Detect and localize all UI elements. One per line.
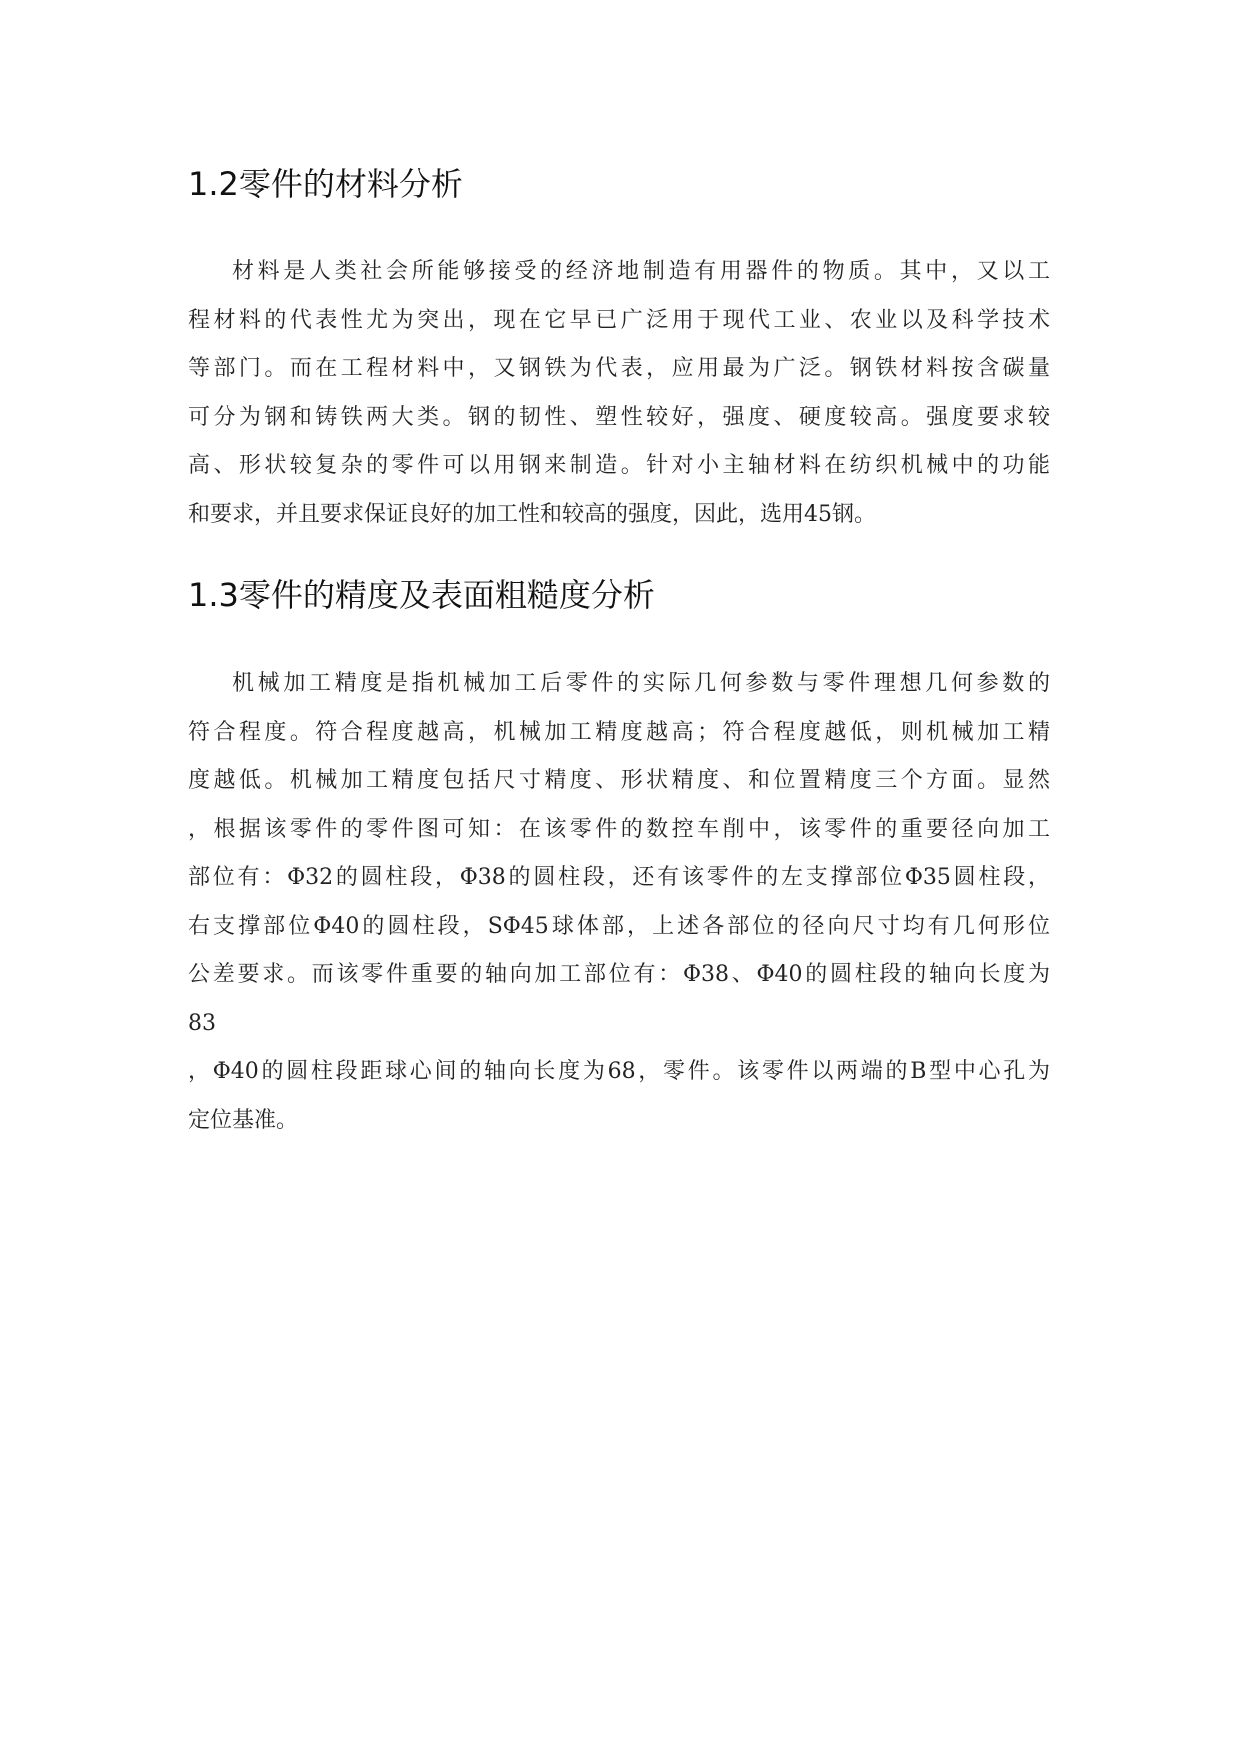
paragraph-line: 机械加工精度是指机械加工后零件的实际几何参数与零件理想几何参数的 [232, 671, 1050, 696]
paragraph-line: 等部门。而在工程材料中，又钢铁为代表，应用最为广泛。钢铁材料按含碳量 [188, 356, 1050, 381]
paragraph-line: 公差要求。而该零件重要的轴向加工部位有：Φ38、Φ40的圆柱段的轴向长度为 [188, 962, 1050, 987]
paragraph-line: 程材料的代表性尤为突出，现在它早已广泛用于现代工业、农业以及科学技术 [188, 307, 1050, 333]
section-heading-1-2: 1.2零件的材料分析 [188, 165, 463, 203]
paragraph-line: 高、形状较复杂的零件可以用钢来制造。针对小主轴材料在纺织机械中的功能 [188, 453, 1050, 478]
paragraph-line: 部位有：Φ32的圆柱段，Φ38的圆柱段，还有该零件的左支撑部位Φ35圆柱段， [188, 865, 1050, 890]
paragraph-line: 定位基准。 [188, 1107, 299, 1133]
paragraph-line: 符合程度。符合程度越高，机械加工精度越高；符合程度越低，则机械加工精 [188, 719, 1050, 745]
paragraph-line: ，根据该零件的零件图可知：在该零件的数控车削中，该零件的重要径向加工 [188, 816, 1050, 842]
paragraph-precision-analysis [188, 660, 1050, 1145]
paragraph-line: 右支撑部位Φ40的圆柱段，SΦ45球体部，上述各部位的径向尺寸均有几何形位 [188, 913, 1050, 939]
section-heading-1-3: 1.3零件的精度及表面粗糙度分析 [188, 576, 655, 614]
paragraph-line: 材料是人类社会所能够接受的经济地制造有用器件的物质。其中，又以工 [232, 259, 1050, 284]
paragraph-line: 度越低。机械加工精度包括尺寸精度、形状精度、和位置精度三个方面。显然 [188, 768, 1050, 793]
paragraph-line: 和要求，并且要求保证良好的加工性和较高的强度，因此，选用45钢。 [188, 501, 876, 527]
paragraph-line: 83 [188, 1010, 216, 1036]
paragraph-material-analysis [188, 248, 1050, 539]
paragraph-line: ，Φ40的圆柱段距球心间的轴向长度为68，零件。该零件以两端的B型中心孔为 [188, 1059, 1050, 1084]
paragraph-line: 可分为钢和铸铁两大类。钢的韧性、塑性较好，强度、硬度较高。强度要求较 [188, 404, 1050, 430]
